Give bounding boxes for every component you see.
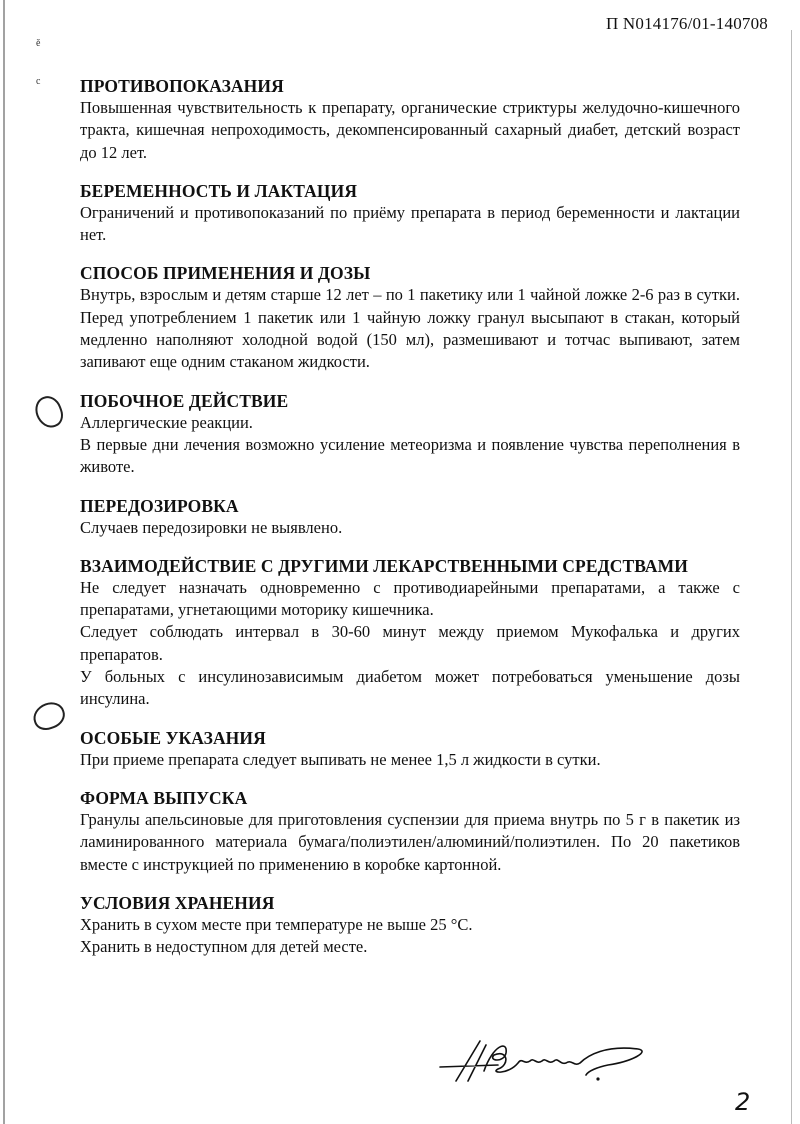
- section-title: ВЗАИМОДЕЙСТВИЕ С ДРУГИМИ ЛЕКАРСТВЕННЫМИ СРЕДСТВАМИ: [80, 555, 688, 576]
- scan-right-edge: [791, 30, 792, 1124]
- section-interactions: [80, 555, 740, 711]
- section-special-instructions: [80, 727, 740, 771]
- section-text: При приеме препарата следует выпивать не менее 1,5 л жидкости в сутки.: [80, 749, 601, 769]
- scan-left-edge: [3, 0, 5, 1124]
- signature-icon: [438, 1035, 658, 1085]
- section-text: Хранить в сухом месте при температуре не выше 25 °C.: [80, 914, 473, 934]
- section-text: Ограничений и противопоказаний по приёму препарата в период беременности и лактации нет.: [80, 202, 740, 245]
- section-storage: [80, 892, 740, 959]
- section-title: ПЕРЕДОЗИРОВКА: [80, 495, 239, 516]
- page-number: 2: [735, 1088, 751, 1116]
- scan-speck: ě: [36, 38, 41, 49]
- registration-number: П N014176/01-140708: [606, 14, 768, 33]
- section-title: УСЛОВИЯ ХРАНЕНИЯ: [80, 892, 275, 913]
- section-text: В первые дни лечения возможно усиление метеоризма и появление чувства переполнения в животе.: [80, 434, 740, 477]
- section-text: Аллергические реакции.: [80, 412, 253, 432]
- punch-hole-mark: [31, 393, 66, 432]
- section-side-effects: [80, 390, 740, 479]
- section-overdose: [80, 495, 740, 539]
- section-text: Хранить в недоступном для детей месте.: [80, 937, 368, 957]
- section-dosage: [80, 262, 740, 373]
- section-title: ПРОТИВОПОКАЗАНИЯ: [80, 76, 284, 96]
- section-title: ПОБОЧНОЕ ДЕЙСТВИЕ: [80, 390, 289, 411]
- document-body: [80, 75, 740, 974]
- section-pregnancy-lactation: [80, 180, 740, 247]
- section-text: Повышенная чувствительность к препарату, органические стриктуры желудочно-кишечного тракта, кишечная непроходимость, декомпенсированный сахарный диабет, детский возраст до 12 лет.: [80, 98, 740, 162]
- section-text: Случаев передозировки не выявлено.: [80, 517, 343, 537]
- section-contraindications: [80, 75, 740, 164]
- section-text: Гранулы апельсиновые для приготовления суспензии для приема внутрь по 5 г в пакетик из ламинированного материала бумага/полиэтилен/алюминий/полиэтилен. По 20 пакетиков вместе с инструкцией по применению в коробке картонной.: [80, 809, 740, 874]
- section-title: ОСОБЫЕ УКАЗАНИЯ: [80, 727, 266, 748]
- section-text: Внутрь, взрослым и детям старше 12 лет – по 1 пакетику или 1 чайной ложке 2-6 раз в сутки. Перед употреблением 1 пакетик или 1 чайную ложку гранул высыпают в стакан, который медленно наполняют холодной водой (150 мл), размешивают и тотчас выпивают, затем запивают еще одним стаканом жидкости.: [80, 285, 740, 372]
- section-title: ФОРМА ВЫПУСКА: [80, 787, 248, 808]
- section-title: БЕРЕМЕННОСТЬ И ЛАКТАЦИЯ: [80, 180, 358, 201]
- scan-speck: c: [36, 76, 41, 87]
- section-text: Не следует назначать одновременно с противодиарейными препаратами, а также с препаратами, угнетающими моторику кишечника.: [80, 577, 740, 620]
- punch-hole-mark: [30, 698, 69, 733]
- section-text: У больных с инсулинозависимым диабетом может потребоваться уменьшение дозы инсулина.: [80, 667, 740, 709]
- section-release-form: [80, 787, 740, 876]
- section-text: Следует соблюдать интервал в 30-60 минут между приемом Мукофалька и других препаратов.: [80, 622, 740, 664]
- section-title: СПОСОБ ПРИМЕНЕНИЯ И ДОЗЫ: [80, 263, 371, 284]
